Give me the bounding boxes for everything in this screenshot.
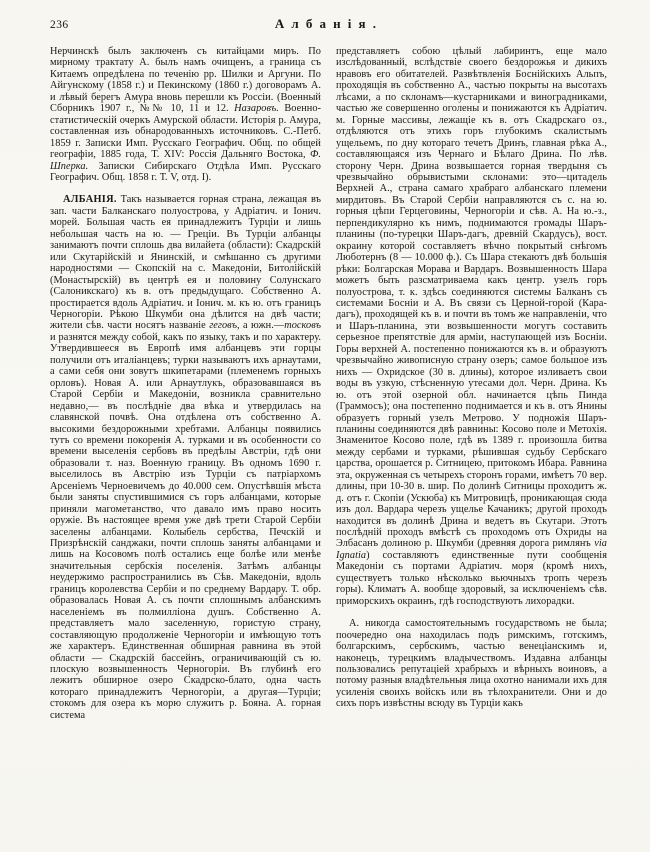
left-column (50, 46, 321, 721)
text-run: А. никогда самостоятельнымъ государствомъ не была; поочередно она находилась подъ римскимъ, готскимъ, болгарскимъ, сербскимъ, частью венеціанскимъ и, наконецъ, турецкимъ владычествомъ. Издавна албанцы пользовались репутаціей храбрыхъ и вѣрныхъ воиновъ, а потому разныя владѣтельныя лица охотно нанимали ихъ для усиленія своихъ войскъ или въ тѣлохранители. Они и до сихъ поръ извѣстны всюду въ Турціи какъ (336, 618, 607, 710)
text-run: via Ignatia (336, 538, 607, 561)
paragraph (336, 46, 607, 607)
entry-headword: АЛБАНІЯ. (63, 194, 117, 206)
page-header (50, 16, 608, 32)
text-run: ) составляютъ единственные пути сообщенія Македоніи съ портами Адріатич. моря (кромѣ нихъ, существуетъ только нѣсколько вьючныхъ тропъ черезъ горы). Климатъ А. вообще здоровый, за исключеніемъ сѣв. приморскихъ окраинъ, гдѣ господствуютъ лихорадки. (336, 549, 607, 607)
text-run: Такъ называется горная страна, лежащая въ зап. части Балканскаго полуострова, у Адріатич. и Іонич. морей. Большая часть ея принадлежитъ Турціи и лишь небольшая часть на ю. — Греціи. Въ Турціи албанцы занимаютъ почти сплошь два вилайета (области): Скадрскій или Скутарійскій и Янинскій, и смѣшанно съ другими народностями — Скопскій на с. Македоніи, Битолійскій (Монастырскій) въ центрѣ ея и половину Солунскаго (Салоникскаго) къ в. отъ предыдущаго. Собственно А. простирается вдоль Адріатич. и Іонич. м. къ ю. отъ границъ Черногоріи. Рѣкою Шкумби она дѣлится на двѣ части; жители сѣв. части носятъ названіе (50, 194, 321, 332)
text-run: , а южн.— (236, 320, 285, 332)
text-columns (50, 46, 608, 721)
paragraph (336, 618, 607, 710)
text-run: Ф. Шперка. (50, 149, 321, 172)
text-run: и разнятся между собой, какъ по языку, такъ и по характеру. Утвердившееся въ Европѣ имя албанцевъ эти горцы получили отъ италіанцевъ; турки называютъ ихъ арнаутами, а сами себя они зовутъ шкипетарами (племенемъ горныхъ орловъ). Новая А. или Арнаутлукъ, образовавшаяся въ Старой Сербіи и Македоніи, возникла сравнительно недавно,— въ послѣдніе два вѣка и утвердилась на славянской почвѣ. Она отдѣлена отъ собственно А. высокими бездорожными хребтами. Албанцы появились тутъ со времени покоренія А. турками и въ особенности со времени выселенія сербовъ въ предѣлы Австріи, гдѣ они образовали т. наз. Военную границу. Въ одномъ 1690 г. выселилось въ Австрію изъ Турціи съ патріархомъ Арсеніемъ Черноевичемъ до 40.000 сем. Опустѣвшія мѣста были заняты спустившимися съ горъ албанцами, которые приняли магометанство, что давало имъ право носить оружіе. Въ настоящее время уже двѣ трети Старой Сербіи заселены албанцами. Колыбель сербства, Печскій и Призрѣнскій санджаки, почти сплошь заняты албанцами и лишь на Косовомъ полѣ остались еще болѣе или менѣе значительныя сербскія поселенія. Затѣмъ албанцы неудержимо распространились въ Сѣв. Македоніи, вдоль границъ королевства Сербіи и по среднему Вардару. Т. обр. образовалась Новая А. съ почти сплошнымъ албанскимъ населеніемъ въ полмилліона душъ. Собственно А. представляетъ мало заселенную, гористую страну, составляющую продолженіе Черногоріи и имѣющую тотъ же характеръ. Единственная обширная равнина въ этой области — Скадрскій бассейнъ, ограничивающій съ ю. плоскую возвышенность Черногоріи. Въ глубинѣ его лежитъ обширное озеро Скадрско-блато, одна часть котораго принадлежитъ Черногоріи, а другая—Турціи; стокомъ для озера къ морю служитъ р. Бояна. А. горная система (50, 331, 321, 721)
running-title: Албанія. (274, 16, 384, 31)
text-run: Записки Сибирскаго Отдѣла Имп. Русскаго Географич. Общ. 1858 г. Т. V, отд. I). (50, 160, 321, 183)
right-column (336, 46, 607, 721)
text-run: Нерчинскѣ былъ заключенъ съ китайцами миръ. По мирному трактату А. былъ намъ очищенъ, а граница съ Китаемъ опредѣлена по теченію рр. Шилки и Аргуни. По Айгунскому (1858 г.) и Пекинскому (1860 г.) договорамъ А. и лѣвый берегъ Амура вновь перешли къ Россіи. (Военный Сборникъ 1907 г., №№ 10, 11 и 12. (50, 46, 321, 115)
text-run: тосковъ (284, 320, 321, 332)
text-run: Назаровъ. (234, 103, 279, 115)
paragraph (50, 46, 321, 183)
text-run: представляетъ собою цѣлый лабиринтъ, еще мало изслѣдованный, вслѣдствіе своего бездорожья и дикихъ нравовъ его обитателей. Развѣтвленія Боснійскихъ Альпъ, проходящія въ собственно А., частью покрыты на высотахъ лѣсами, а по склонамъ—кустарниками и виноградниками, частью же совершенно оголены и понижаются къ Адріатич. м. Горные массивы, лежащіе къ в. отъ Скадрскаго оз., отдѣляются отъ этихъ горъ глубокимъ скалистымъ ущельемъ, по дну котораго течетъ Дринъ, главная рѣка А., составляющаяся изъ Чернаго и Бѣлаго Дрина. По лѣв. сторону Черн. Дрина возвышается горная твердыня съ чрезвычайно обрывистыми склонами: это—цитадель Верхней А., страна самаго храбраго албанскаго племени мирдитовъ. Въ Старой Сербіи направляются съ с. на ю. горныя цѣпи Герцеговины, Черногоріи и сѣв. А. На ю.-з., перпендикулярно къ нимъ, поднимаются громады Шаръ-планины (по-турецки Шаръ-дагъ, древній Скардусъ), вост. окраину которой составляетъ вѣчно покрытый снѣгомъ Люботернъ (8 — 10.000 ф.). Съ Шара стекаютъ двѣ большія рѣки: Болгарская Морава и Вардаръ. Возвышенность Шара можетъ быть разсматриваема какъ центр. узелъ горъ полуострова, т. к. здѣсь соединяются системы Балканъ съ системами Босніи и А. Въ связи съ Церной-горой (Кара-дагъ), проходящей къ в. и почти въ томъ же направленіи, что и Шаръ-планина, эти возвышенности могутъ составить серьезное препятствіе для арміи, наступающей изъ Босніи. Горы верхней А. постепенно понижаются къ в. и образуютъ чрезвычайно живописную страну озеръ; самое большое изъ нихъ — Охридское (30 в. длины), которое изливаетъ свои воды въ узкую, стѣсненную утесами дол. Черн. Дрина. Къ ю. отъ этой озерной обл. начинается цѣпь Пинда (Граммосъ); она постепенно поднимается и къ в. отъ Янины образуетъ горный узелъ Метрово. У подножія Шаръ-планины соединяются двѣ равнины: Косово поле и Метохія. Знаменитое Косово поле, гдѣ въ 1389 г. произошла битва между сербами и турками, рѣшившая судьбу Сербскаго царства, орошается р. Ситницею, притокомъ Ибара. Равнина эта, окруженная съ четырехъ сторонъ горами, имѣетъ 70 вер. длины, при 10-30 в. шир. По долинѣ Ситницы проходитъ ж. д. отъ г. Скопіи (Ускюба) къ Митровицѣ, проникающая сюда изъ дол. Вардара черезъ ущелье Качаникъ; другой проходъ находится въ долинѣ Дрина и ведетъ въ Скутари. Этотъ послѣдній проходъ вмѣстѣ съ проходомъ отъ Охриды на Элбасанъ долиною р. Шкумби (древняя дорога римлянъ (336, 46, 607, 550)
text-run: геговъ (209, 320, 237, 332)
page-number: 236 (50, 19, 69, 31)
paragraph (50, 194, 321, 721)
text-run: Военно-статистическій очеркъ Амурской области. Исторія р. Амура, составленная изъ обнародованныхъ источниковъ. С.-Петб. 1859 г. Записки Имп. Русскаго Географич. Общ. по общей географіи, 1885 года, Т. XIV: Россія Дальняго Востока, (50, 103, 321, 161)
